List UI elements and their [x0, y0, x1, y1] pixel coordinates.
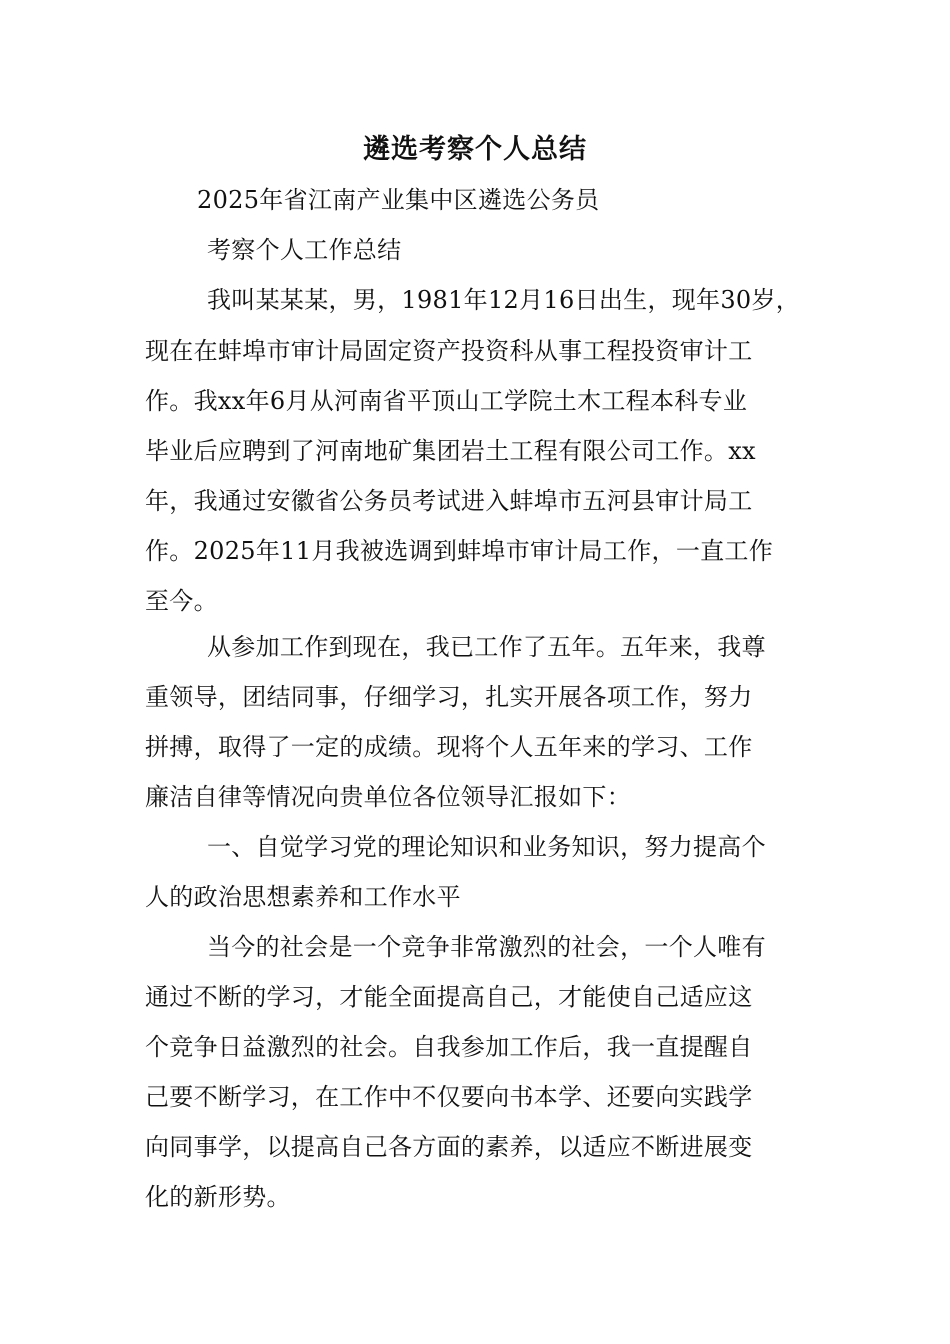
body-line: 己要不断学习，在工作中不仅要向书本学、还要向实践学 — [145, 1083, 753, 1111]
body-line: 作。2025年11月我被选调到蚌埠市审计局工作，一直工作 — [145, 537, 774, 565]
body-line: 化的新形势。 — [145, 1183, 291, 1211]
body-line: 毕业后应聘到了河南地矿集团岩土工程有限公司工作。xx — [145, 437, 756, 465]
body-line: 从参加工作到现在，我已工作了五年。五年来，我尊 — [207, 633, 766, 661]
body-line: 向同事学，以提高自己各方面的素养，以适应不断进展变 — [145, 1133, 753, 1161]
body-line: 我叫某某某，男，1981年12月16日出生，现年30岁， — [207, 286, 801, 314]
body-line: 廉洁自律等情况向贵单位各位领导汇报如下： — [145, 783, 631, 811]
body-line: 现在在蚌埠市审计局固定资产投资科从事工程投资审计工 — [145, 337, 753, 365]
section-heading-line: 人的政治思想素养和工作水平 — [145, 883, 461, 911]
section-heading-line: 一、自觉学习党的理论知识和业务知识，努力提高个 — [207, 833, 766, 861]
body-line: 拼搏，取得了一定的成绩。现将个人五年来的学习、工作 — [145, 733, 753, 761]
body-line: 重领导，团结同事，仔细学习，扎实开展各项工作，努力 — [145, 683, 753, 711]
body-line: 通过不断的学习，才能全面提高自己，才能使自己适应这 — [145, 983, 753, 1011]
body-line: 年，我通过安徽省公务员考试进入蚌埠市五河县审计局工 — [145, 487, 753, 515]
subtitle-line-1: 2025年省江南产业集中区遴选公务员 — [197, 186, 600, 214]
body-line: 当今的社会是一个竞争非常激烈的社会，一个人唯有 — [207, 933, 766, 961]
subtitle-line-2: 考察个人工作总结 — [207, 236, 402, 264]
body-line: 个竞争日益激烈的社会。自我参加工作后，我一直提醒自 — [145, 1033, 753, 1061]
body-line: 作。我xx年6月从河南省平顶山工学院土木工程本科专业 — [145, 387, 748, 415]
document-title: 遴选考察个人总结 — [363, 134, 587, 165]
body-line: 至今。 — [145, 587, 218, 615]
